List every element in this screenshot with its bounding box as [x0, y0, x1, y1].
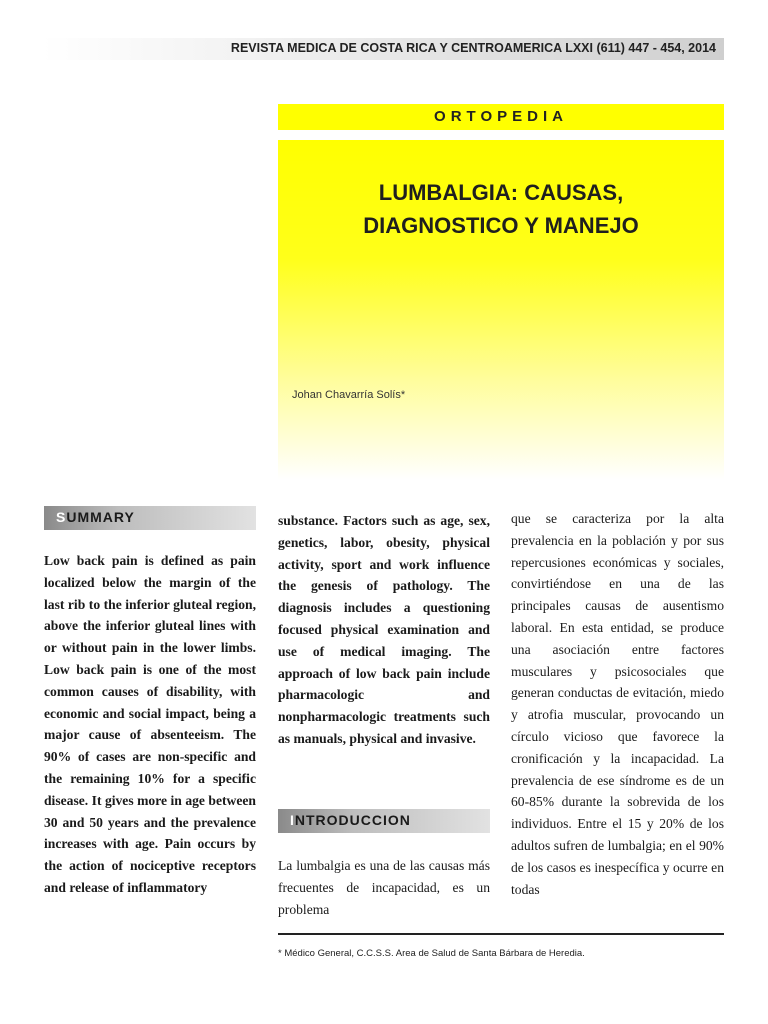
summary-continuation-text: substance. Factors such as age, sex, genetics, labor, obesity, physical activity, sport and work influence the genesis of pathology. The diagnosis includes a questioning focused physical examination and use of medical imaging. The approach of low back pain include pharmacologic and nonpharmacologic treatments such as manuals, physical and invasive.	[278, 513, 490, 746]
summary-continuation-column	[278, 510, 490, 750]
introduction-text-continued: que se caracteriza por la alta prevalencia en la población y por sus repercusiones económicas y sociales, convirtiéndose en una de las principales causas de ausentismo laboral. En esta entidad, se produce una asociación entre factores musculares y psicosociales que generan conductas de evitación, miedo y atrofia muscular, provocando un círculo vicioso que favorece la cronificación y la incapacidad. La prevalencia de ese síndrome es de un 60-85% durante la sobrevida de los individuos. Entre el 15 y 20% de los adultos sufren de lumbalgia; en el 90% de los casos es inespecífica y ocurre en todas	[511, 511, 724, 897]
section-band	[278, 104, 724, 130]
introduction-column-continued	[511, 508, 724, 900]
introduction-heading	[278, 809, 490, 833]
summary-column	[44, 550, 256, 899]
title-box	[278, 140, 724, 480]
journal-citation: REVISTA MEDICA DE COSTA RICA Y CENTROAMERICA LXXI (611) 447 - 454, 2014	[230, 41, 716, 55]
introduction-text-start: La lumbalgia es una de las causas más frecuentes de incapacidad, es un problema	[278, 858, 490, 917]
journal-header-bar	[42, 38, 724, 60]
author-footnote: * Médico General, C.C.S.S. Area de Salud de Santa Bárbara de Heredia.	[278, 948, 585, 959]
summary-heading-initial: S	[56, 509, 67, 525]
summary-text: Low back pain is defined as pain localized below the margin of the last rib to the inferior gluteal region, above the inferior gluteal lines with or without pain in the lower limbs. Low back pain is one of the most common causes of disability, with economic and social impact, being a major cause of absenteeism. The 90% of cases are non-specific and the remaining 10% for a specific disease. It gives more in age between 30 and 50 years and the prevalence increases with age. Pain occurs by the action of nociceptive receptors and release of inflammatory	[44, 553, 256, 895]
summary-heading-rest: UMMARY	[66, 509, 135, 525]
introduction-heading-rest: NTRODUCCION	[294, 812, 411, 828]
footnote-divider	[278, 933, 724, 935]
introduction-heading-initial: I	[290, 812, 295, 828]
author: Johan Chavarría Solís*	[292, 389, 406, 401]
article-title-line-2: DIAGNOSTICO Y MANEJO	[363, 213, 639, 238]
introduction-column-start	[278, 855, 490, 920]
section-label: ORTOPEDIA	[434, 108, 568, 125]
article-title-line-1: LUMBALGIA: CAUSAS,	[378, 180, 624, 205]
summary-heading	[44, 506, 256, 530]
